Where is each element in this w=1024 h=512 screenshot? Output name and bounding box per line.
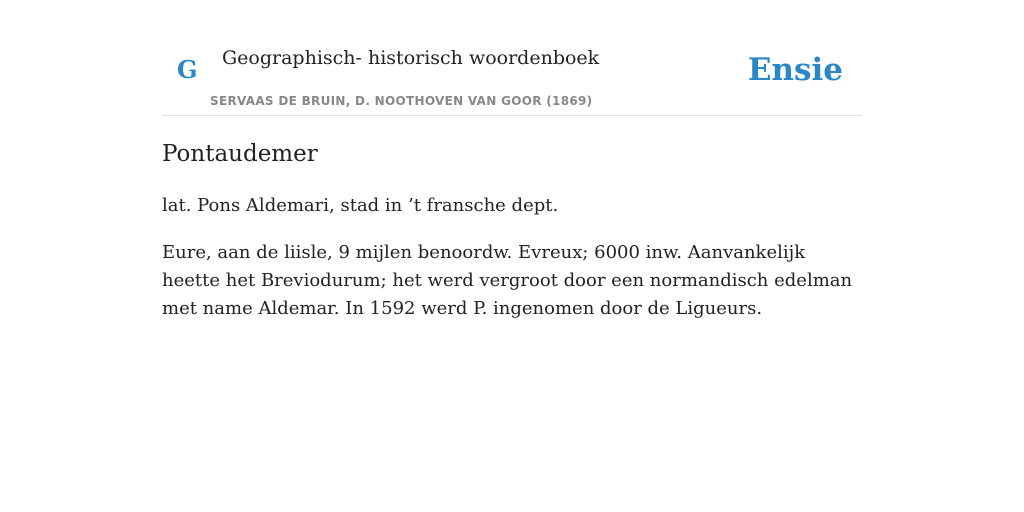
entry-title: Pontaudemer <box>162 141 318 167</box>
book-logo-icon[interactable]: G <box>177 55 198 84</box>
content-container <box>162 0 862 319</box>
book-title-link[interactable]: Geographisch- historisch woordenboek <box>222 47 600 69</box>
page-header <box>162 0 862 116</box>
entry-paragraph: Eure, aan de liisle, 9 mijlen benoordw. Evreux; 6000 inw. Aanvankelijk heette het Breviodurum; het werd vergroot door een normandisch edelman met name Aldemar. In 1592 werd P. ingenomen door de Ligueurs. <box>162 242 853 319</box>
book-authors: SERVAAS DE BRUIN, D. NOOTHOVEN VAN GOOR (1869) <box>210 94 593 108</box>
ensie-logo-link[interactable]: Ensie <box>747 52 843 88</box>
entry-paragraph: lat. Pons Aldemari, stad in ’t fransche dept. <box>162 195 559 216</box>
